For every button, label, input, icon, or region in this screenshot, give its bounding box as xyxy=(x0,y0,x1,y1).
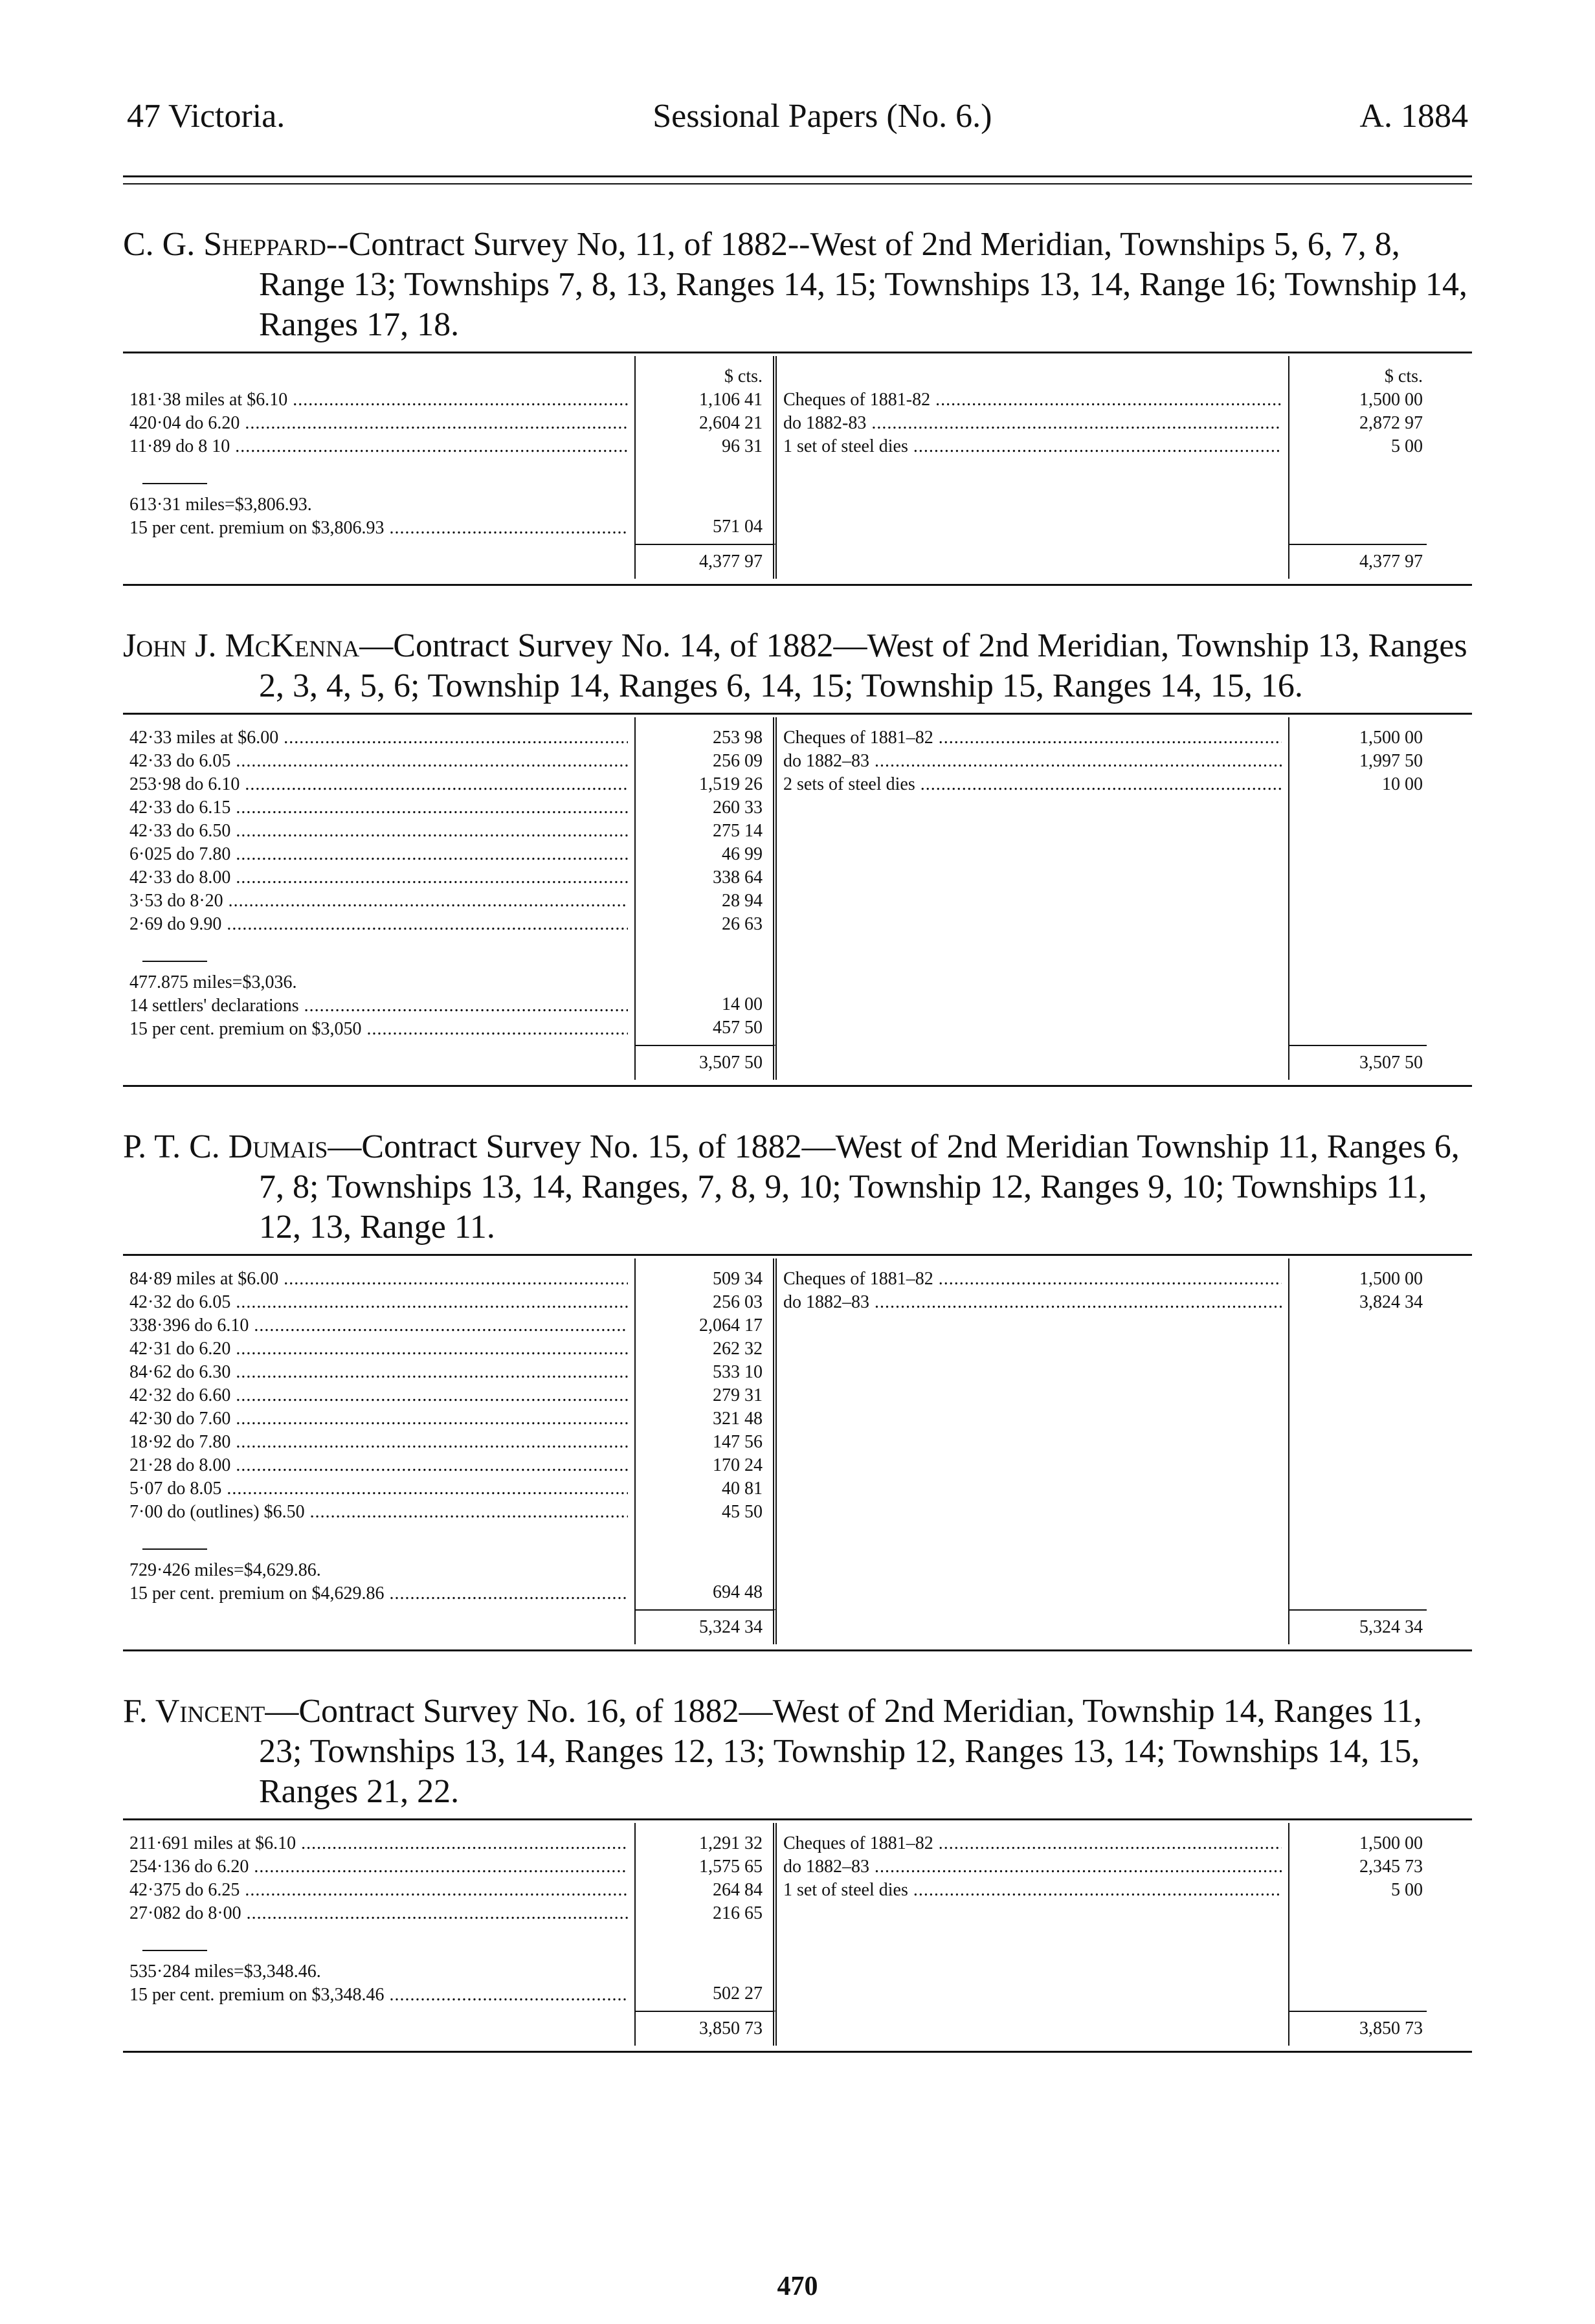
summary-amount xyxy=(642,1558,763,1581)
debit-amount: 275 14 xyxy=(713,821,763,841)
summary-line: 729·426 miles=$4,629.86. xyxy=(129,1560,321,1580)
credit-amounts xyxy=(1288,717,1427,1045)
account-ledger xyxy=(123,717,1472,1045)
debit-amount: 216 65 xyxy=(713,1903,763,1923)
debit-amount: 321 48 xyxy=(713,1409,763,1429)
debit-amounts xyxy=(634,1258,777,1609)
debit-line: 181·38 miles at $6.10 ..... xyxy=(129,388,628,412)
debit-amount: 1,575 65 xyxy=(699,1857,763,1877)
debit-line: 254·136 do 6.20 ..... xyxy=(129,1855,628,1879)
credit-amounts xyxy=(1288,1258,1427,1609)
summary-amount xyxy=(642,970,763,993)
debit-line: 42·33 do 6.05 ..... xyxy=(129,750,628,773)
header-center: Sessional Papers (No. 6.) xyxy=(652,98,992,135)
summary-amount: 571 04 xyxy=(713,517,763,537)
summary-amount: 14 00 xyxy=(722,994,763,1014)
survey-section xyxy=(123,626,1472,1087)
credit-amounts xyxy=(1288,356,1427,544)
spacer xyxy=(642,1925,763,1959)
debit-amount: 26 63 xyxy=(722,914,763,934)
subtotal-rule xyxy=(142,1925,207,1951)
total-credit: 3,850 73 xyxy=(1288,2011,1427,2046)
debit-line: 3·53 do 8·20 ..... xyxy=(129,889,628,913)
debit-amount: 147 56 xyxy=(713,1432,763,1452)
summary-amount xyxy=(642,1959,763,1982)
heading-rule xyxy=(123,1818,1472,1820)
credit-line: do 1882-83 ..... xyxy=(783,412,1282,435)
account-ledger xyxy=(123,356,1472,544)
debit-descriptions xyxy=(123,1258,634,1609)
summary-line: 15 per cent. premium on $3,050 ..... xyxy=(129,1018,628,1041)
total-spacer xyxy=(777,2011,1288,2046)
section-rule xyxy=(123,2051,1472,2053)
debit-line: 42·33 miles at $6.00 ..... xyxy=(129,726,628,750)
total-credit: 3,507 50 xyxy=(1288,1045,1427,1080)
debit-line: 420·04 do 6.20 ..... xyxy=(129,412,628,435)
debit-line: 42·32 do 6.05 ..... xyxy=(129,1291,628,1314)
debit-amounts xyxy=(634,1823,777,2011)
total-spacer xyxy=(777,1045,1288,1080)
spacer xyxy=(642,1524,763,1558)
page-number: 470 xyxy=(777,2272,818,2301)
credit-amount: 1,500 00 xyxy=(1359,728,1423,748)
summary-line: 613·31 miles=$3,806.93. xyxy=(129,495,312,515)
total-debit: 5,324 34 xyxy=(634,1609,777,1644)
spacer-line xyxy=(783,365,1282,388)
debit-line: 42·31 do 6.20 ..... xyxy=(129,1337,628,1361)
credit-amount: 1,500 00 xyxy=(1359,1833,1423,1853)
heading-rule xyxy=(123,713,1472,715)
debit-line: 18·92 do 7.80 ..... xyxy=(129,1431,628,1454)
header-rule xyxy=(123,175,1472,184)
credit-line: 1 set of steel dies ..... xyxy=(783,435,1282,458)
total-spacer xyxy=(123,1609,634,1644)
total-spacer xyxy=(777,544,1288,579)
header-left: 47 Victoria. xyxy=(127,98,285,135)
debit-amount: 509 34 xyxy=(713,1269,763,1289)
debit-line: 2·69 do 9.90 ..... xyxy=(129,913,628,936)
debit-line: 253·98 do 6.10 ..... xyxy=(129,773,628,796)
total-debit: 3,507 50 xyxy=(634,1045,777,1080)
debit-amount: 96 31 xyxy=(722,436,763,456)
debit-descriptions xyxy=(123,1823,634,2011)
survey-section xyxy=(123,225,1472,586)
heading-text: —Contract Survey No. 14, of 1882—West of 2nd Meridian, Township 13, Ranges 2, 3, 4, 5, 6; Township 14, Ranges 6, 14, 15; Township 15, Ranges 14, 15, 16. xyxy=(259,627,1467,704)
debit-amounts xyxy=(634,717,777,1045)
totals-row xyxy=(123,544,1472,579)
debit-line: 42·33 do 6.15 ..... xyxy=(129,796,628,820)
debit-amount: 2,064 17 xyxy=(699,1315,763,1335)
summary-amount: 457 50 xyxy=(713,1018,763,1038)
currency-label: $ cts. xyxy=(1384,366,1423,386)
debit-descriptions xyxy=(123,356,634,544)
section-heading xyxy=(123,225,1472,345)
section-heading xyxy=(123,1692,1472,1812)
surveyor-name: John J. McKenna xyxy=(123,627,360,664)
debit-amount: 279 31 xyxy=(713,1385,763,1405)
debit-amount: 260 33 xyxy=(713,798,763,818)
survey-sections xyxy=(123,225,1472,2053)
section-rule xyxy=(123,1085,1472,1087)
debit-line: 42·375 do 6.25 ..... xyxy=(129,1879,628,1902)
credit-amount: 1,500 00 xyxy=(1359,1269,1423,1289)
summary-amount: 694 48 xyxy=(713,1582,763,1602)
debit-line: 42·33 do 6.50 ..... xyxy=(129,820,628,843)
debit-amount: 264 84 xyxy=(713,1880,763,1900)
debit-amount: 262 32 xyxy=(713,1339,763,1359)
credit-amount: 1,997 50 xyxy=(1359,751,1423,771)
debit-line: 84·89 miles at $6.00 ..... xyxy=(129,1268,628,1291)
subtotal-rule xyxy=(142,1524,207,1550)
debit-amount: 2,604 21 xyxy=(699,413,763,433)
total-debit: 3,850 73 xyxy=(634,2011,777,2046)
debit-amount: 46 99 xyxy=(722,844,763,864)
debit-descriptions xyxy=(123,717,634,1045)
credit-line: do 1882–83 ..... xyxy=(783,1291,1282,1314)
debit-amount: 338 64 xyxy=(713,867,763,888)
totals-row xyxy=(123,1609,1472,1644)
running-header xyxy=(123,97,1472,135)
debit-line: 84·62 do 6.30 ..... xyxy=(129,1361,628,1384)
credit-descriptions xyxy=(777,356,1288,544)
currency-label: $ cts. xyxy=(724,366,763,386)
credit-descriptions xyxy=(777,717,1288,1045)
debit-amount: 1,291 32 xyxy=(699,1833,763,1853)
credit-line: Cheques of 1881–82 ..... xyxy=(783,1832,1282,1855)
total-spacer xyxy=(123,2011,634,2046)
debit-line: 211·691 miles at $6.10 ..... xyxy=(129,1832,628,1855)
spacer xyxy=(642,936,763,970)
section-rule xyxy=(123,1649,1472,1651)
debit-line: 6·025 do 7.80 ..... xyxy=(129,843,628,866)
totals-row xyxy=(123,2011,1472,2046)
account-ledger xyxy=(123,1258,1472,1609)
debit-amount: 45 50 xyxy=(722,1502,763,1522)
account-ledger xyxy=(123,1823,1472,2011)
debit-line: 5·07 do 8.05 ..... xyxy=(129,1477,628,1501)
survey-section xyxy=(123,1692,1472,2053)
credit-line: do 1882–83 ..... xyxy=(783,1855,1282,1879)
surveyor-name: P. T. C. Dumais xyxy=(123,1128,328,1165)
total-debit: 4,377 97 xyxy=(634,544,777,579)
survey-section xyxy=(123,1127,1472,1651)
heading-rule xyxy=(123,1254,1472,1256)
credit-line: 1 set of steel dies ..... xyxy=(783,1879,1282,1902)
credit-descriptions xyxy=(777,1823,1288,2011)
credit-line: Cheques of 1881–82 ..... xyxy=(783,726,1282,750)
heading-text: —Contract Survey No. 16, of 1882—West of 2nd Meridian, Township 14, Ranges 11, 23; Townships 13, 14, Ranges 12, 13; Township 12, Ranges 13, 14; Townships 14, 15, Ranges 21, 22. xyxy=(259,1693,1422,1810)
debit-amount: 533 10 xyxy=(713,1362,763,1382)
section-rule xyxy=(123,584,1472,586)
summary-line: 15 per cent. premium on $4,629.86 ..... xyxy=(129,1582,628,1605)
debit-line: 42·32 do 6.60 ..... xyxy=(129,1384,628,1407)
surveyor-name: C. G. Sheppard xyxy=(123,226,326,263)
debit-line: 42·30 do 7.60 ..... xyxy=(129,1407,628,1431)
debit-line: 11·89 do 8 10 ..... xyxy=(129,435,628,458)
summary-line: 14 settlers' declarations ..... xyxy=(129,994,628,1018)
summary-amount xyxy=(642,492,763,515)
credit-amount: 1,500 00 xyxy=(1359,390,1423,410)
total-spacer xyxy=(123,1045,634,1080)
heading-rule xyxy=(123,352,1472,353)
summary-line: 535·284 miles=$3,348.46. xyxy=(129,1961,321,1982)
credit-amount: 2,872 97 xyxy=(1359,413,1423,433)
credit-amounts xyxy=(1288,1823,1427,2011)
credit-line: Cheques of 1881–82 ..... xyxy=(783,1268,1282,1291)
summary-amount: 502 27 xyxy=(713,1983,763,2004)
credit-line: Cheques of 1881-82 ..... xyxy=(783,388,1282,412)
debit-line: 338·396 do 6.10 ..... xyxy=(129,1314,628,1337)
subtotal-rule xyxy=(142,936,207,962)
heading-text: —Contract Survey No. 15, of 1882—West of 2nd Meridian Township 11, Ranges 6, 7, 8; Townships 13, 14, Ranges, 7, 8, 9, 10; Township 12, Ranges 9, 10; Townships 11, 12, 13, Range 11. xyxy=(259,1128,1460,1246)
debit-amounts xyxy=(634,356,777,544)
total-credit: 5,324 34 xyxy=(1288,1609,1427,1644)
credit-line: do 1882–83 ..... xyxy=(783,750,1282,773)
debit-amount: 170 24 xyxy=(713,1455,763,1475)
debit-amount: 28 94 xyxy=(722,891,763,911)
total-spacer xyxy=(777,1609,1288,1644)
section-heading xyxy=(123,626,1472,706)
credit-amount: 5 00 xyxy=(1391,436,1423,456)
debit-line: 21·28 do 8.00 ..... xyxy=(129,1454,628,1477)
total-credit: 4,377 97 xyxy=(1288,544,1427,579)
debit-line: 7·00 do (outlines) $6.50 ..... xyxy=(129,1501,628,1524)
credit-descriptions xyxy=(777,1258,1288,1609)
section-heading xyxy=(123,1127,1472,1247)
summary-line: 15 per cent. premium on $3,806.93 ..... xyxy=(129,517,628,540)
heading-text: --Contract Survey No, 11, of 1882--West of 2nd Meridian, Townships 5, 6, 7, 8, Range 13; Townships 7, 8, 13, Ranges 14, 15; Townships 13, 14, Range 16; Township 14, Ranges 17, 18. xyxy=(259,226,1467,343)
debit-amount: 256 03 xyxy=(713,1292,763,1312)
credit-amount: 10 00 xyxy=(1382,774,1423,794)
summary-line: 477.875 miles=$3,036. xyxy=(129,972,297,992)
debit-line: 27·082 do 8·00 ..... xyxy=(129,1902,628,1925)
debit-amount: 40 81 xyxy=(722,1479,763,1499)
spacer-line xyxy=(129,365,628,388)
spacer xyxy=(642,458,763,492)
debit-amount: 1,519 26 xyxy=(699,774,763,794)
totals-row xyxy=(123,1045,1472,1080)
subtotal-rule xyxy=(142,458,207,484)
credit-amount: 3,824 34 xyxy=(1359,1292,1423,1312)
total-spacer xyxy=(123,544,634,579)
surveyor-name: F. Vincent xyxy=(123,1693,265,1730)
debit-line: 42·33 do 8.00 ..... xyxy=(129,866,628,889)
debit-amount: 1,106 41 xyxy=(699,390,763,410)
credit-amount: 2,345 73 xyxy=(1359,1857,1423,1877)
header-right: A. 1884 xyxy=(1359,98,1468,135)
credit-amount: 5 00 xyxy=(1391,1880,1423,1900)
summary-line: 15 per cent. premium on $3,348.46 ..... xyxy=(129,1983,628,2007)
credit-line: 2 sets of steel dies ..... xyxy=(783,773,1282,796)
debit-amount: 253 98 xyxy=(713,728,763,748)
debit-amount: 256 09 xyxy=(713,751,763,771)
